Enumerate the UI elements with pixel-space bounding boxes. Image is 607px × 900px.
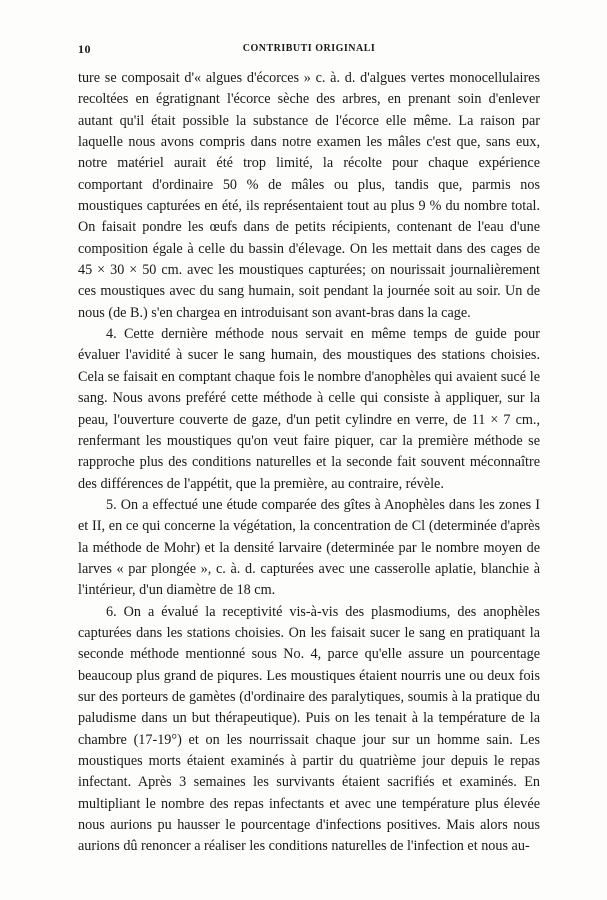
page-header <box>78 38 540 58</box>
body-text <box>78 68 540 858</box>
paragraph-4: 4. Cette dernière méthode nous servait en même temps de guide pour évaluer l'avidité à sucer le sang humain, des moustiques des stations choisies. Cela se faisait en comptant chaque fois le nombre d'anophèles qui avaient sucé le sang. Nous avons preféré cette méthode à celle qui consiste à appliquer, sur la peau, l'ouverture couverte de gaze, d'un petit cylindre en verre, de 11 × 7 cm., renfermant les moustiques qu'on veut faire piquer, car la première méthode se rapproche plus des conditions naturelles et la seconde fait souvent méconnaître des différences de l'appétit, que la première, au contraire, révèle. <box>78 326 540 492</box>
paragraph-continued: ture se composait d'« algues d'écorces » c. à. d. d'algues vertes monocellulaires recoltées en égratignant l'écorce sèche des arbres, en prenant soin d'enlever autant qu'il était possible la substance de l'écorce elle même. La raison par laquelle nous avons compris dans notre examen les mâles c'est que, sans eux, notre matériel aurait été trop limité, la récolte pour chaque expérience comportant d'ordinaire 50 % de mâles ou plus, tandis que, parmis nos moustiques capturées en été, ils représentaient tout au plus 9 % du nombre total. On faisait pondre les œufs dans de petits récipients, contenant de l'eau d'une composition égale à celle du bassin d'élevage. On les mettait dans des cages de 45 × 30 × 50 cm. avec les moustiques capturées; on nourissait journalièrement ces moustiques avec du sang humain, soit pendant la journée soit au soir. Un de nous (de B.) s'en chargea en introduisant son avant-bras dans la cage. <box>78 70 540 321</box>
page-number: 10 <box>78 42 91 56</box>
running-head: CONTRIBUTI ORIGINALI <box>242 43 376 54</box>
paragraph-6: 6. On a évalué la receptivité vis-à-vis des plasmodiums, des anophèles capturées dans les stations choisies. On les faisait sucer le sang en pratiquant la seconde méthode mentionné sous No. 4, parce qu'elle assure un pourcentage beaucoup plus grand de piqures. Les moustiques étaient nourris une ou deux fois sur des porteurs de gamètes (d'ordinaire des paralytiques, soumis à la pratique du paludisme dans un but thérapeutique). Puis on les tenait à la température de la chambre (17-19°) et on les nourrissait chaque jour sur un homme sain. Les moustiques morts étaient examinés à partir du quatrième jour depuis le repas infectant. Après 3 semaines les survivants étaient sacrifiés et examinés. En multipliant le nombre des repas infectants et avec une température plus élevée nous aurions pu hausser le pourcentage d'infections positives. Mais alors nous aurions dû renoncer a réaliser les conditions naturelles de l'infection et nous au- <box>78 603 540 855</box>
paragraph-5: 5. On a effectué une étude comparée des gîtes à Anophèles dans les zones I et II, en ce qui concerne la végétation, la concentration de Cl (determinée d'après la méthode de Mohr) et la densité larvaire (determinée par le nombre moyen de larves « par plongée », c. à. d. capturées avec une casserolle aplatie, blanchie à l'intérieur, d'un diamètre de 18 cm. <box>78 496 540 599</box>
